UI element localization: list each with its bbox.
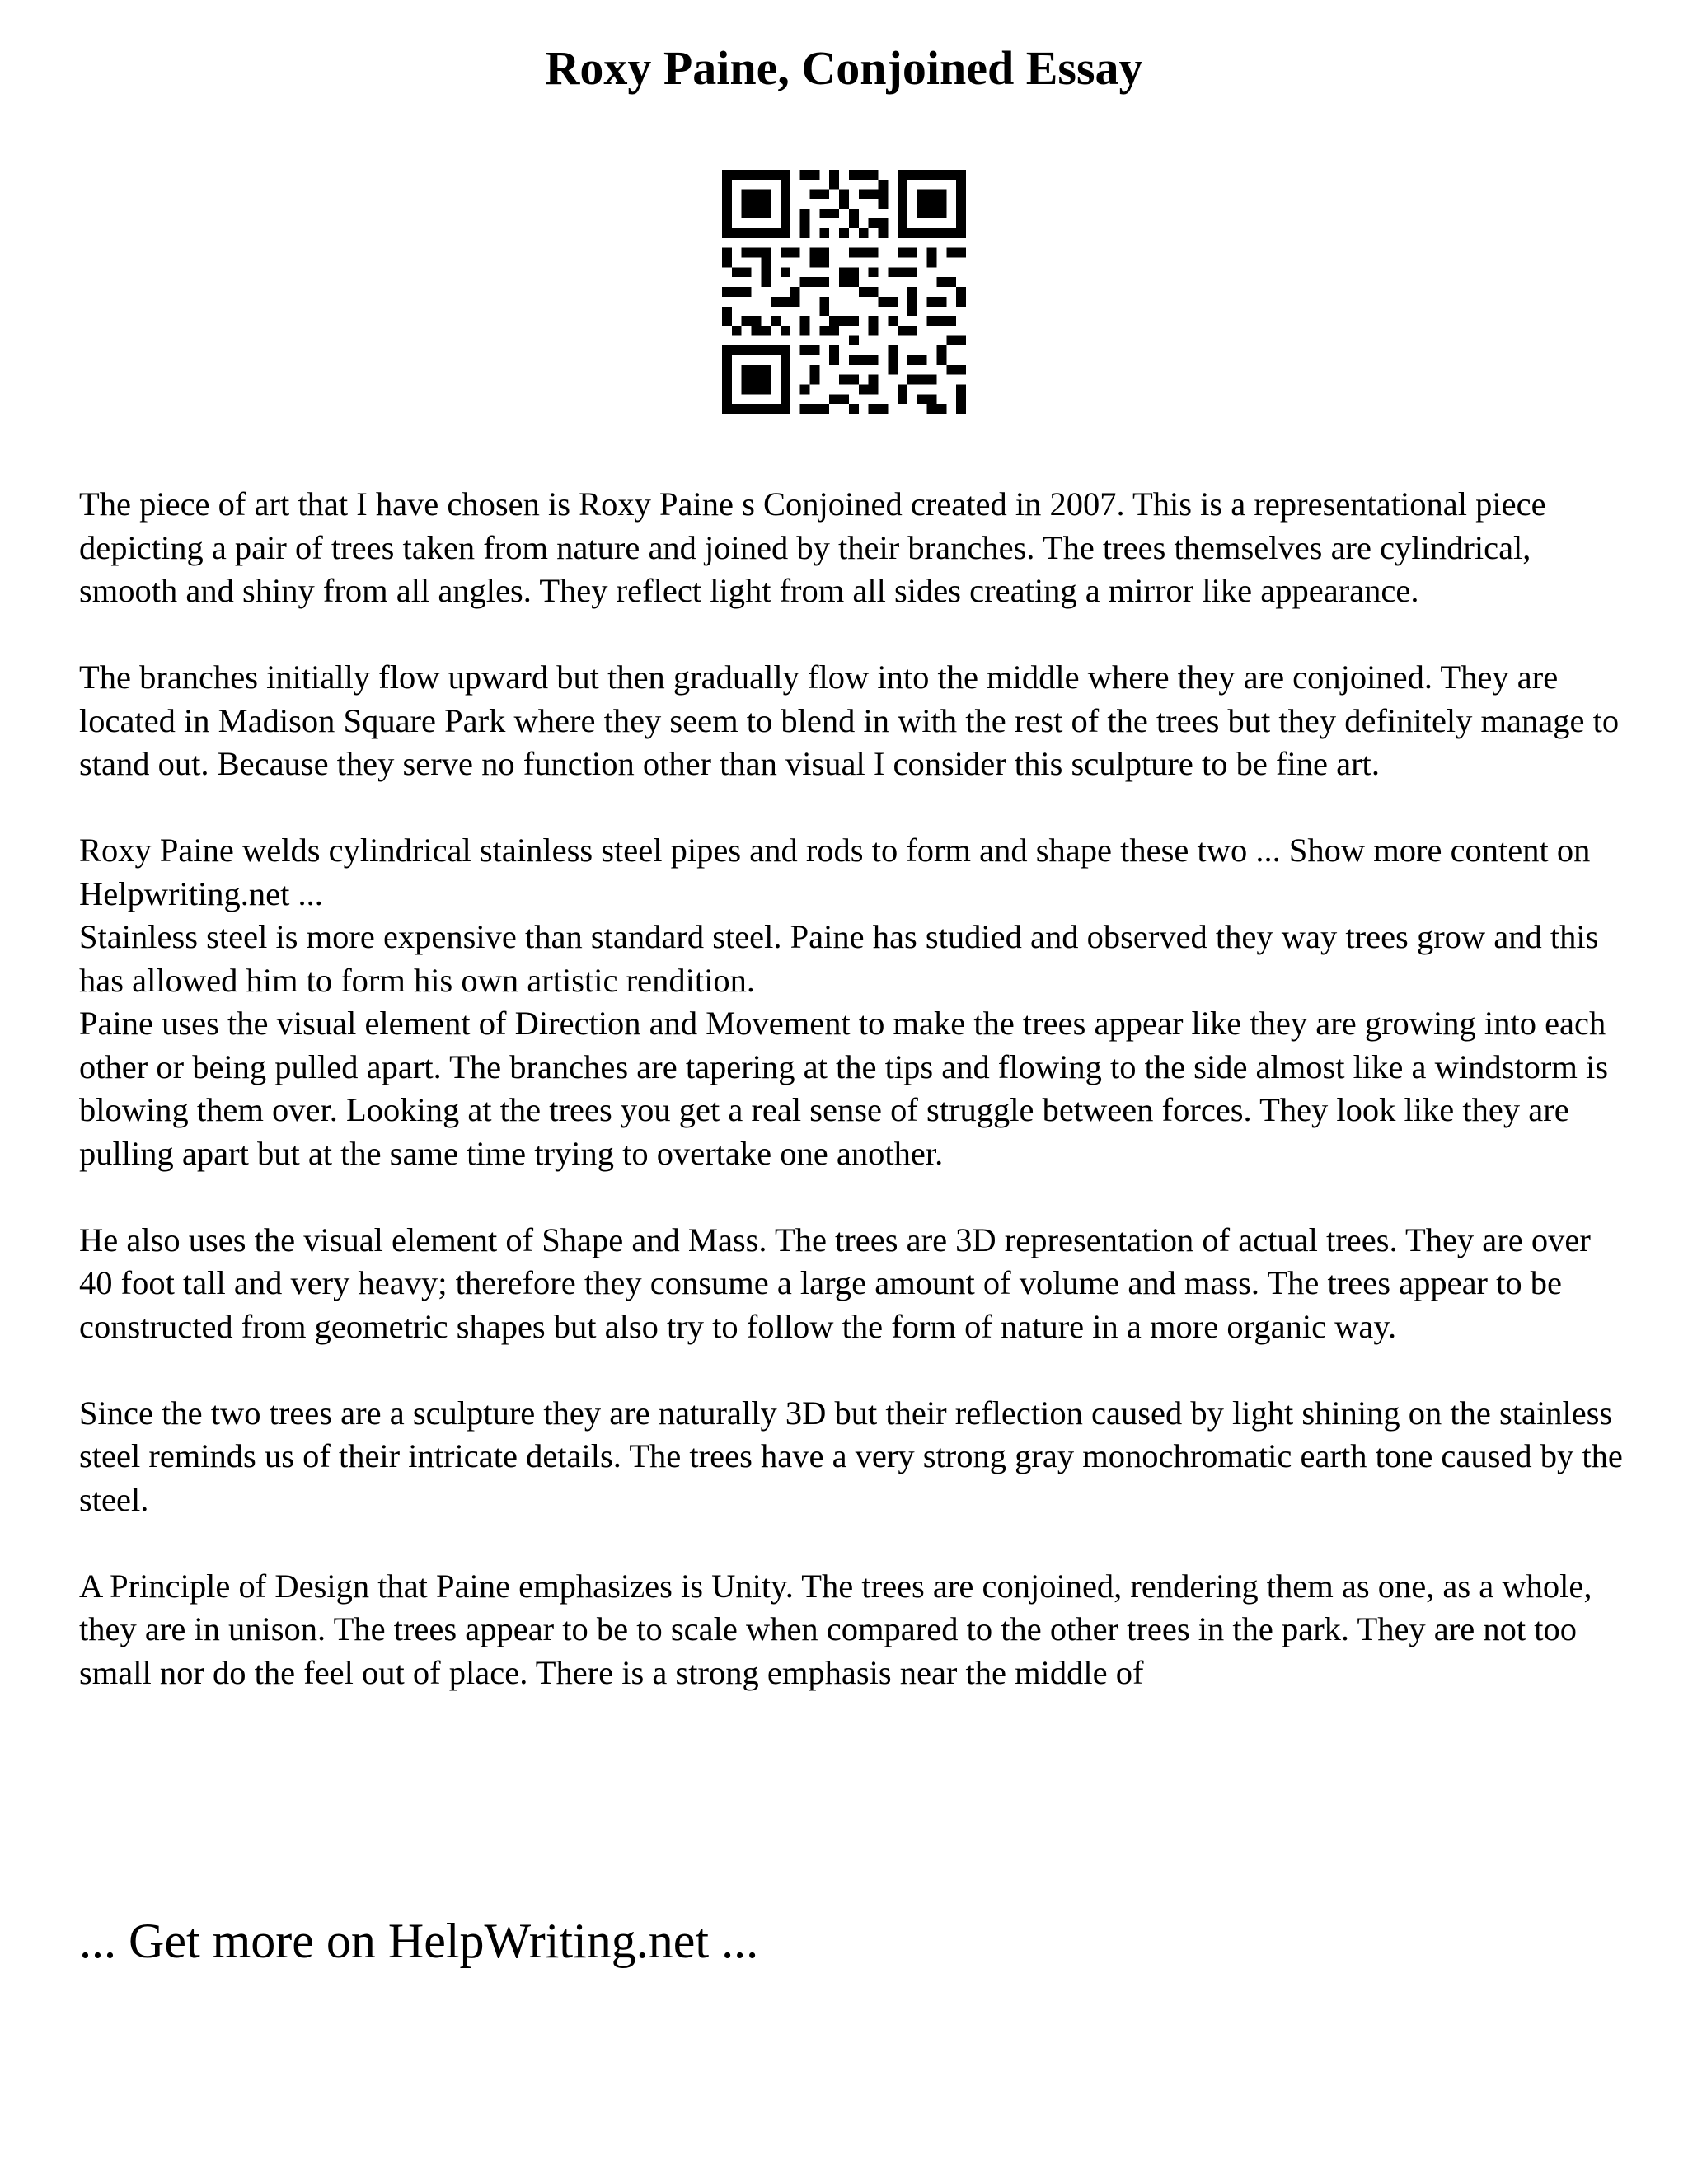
paragraph: Since the two trees are a sculpture they are naturally 3D but their reflection caused by light shining on the stainless steel reminds us of their intricate details. The trees have a very strong gray monochromatic earth tone caused by the steel.	[79, 1394, 1623, 1518]
paragraph: Stainless steel is more expensive than standard steel. Paine has studied and observed they way trees grow and this has allowed him to form his own artistic rendition.	[79, 918, 1599, 999]
essay-body	[79, 483, 1629, 1694]
paragraph: The piece of art that I have chosen is Roxy Paine s Conjoined created in 2007. This is a representational piece depicting a pair of trees taken from nature and joined by their branches. The trees themselves are cylindrical, smooth and shiny from all angles. They reflect light from all sides creating a mirror like appearance.	[79, 485, 1546, 609]
page-title: Roxy Paine, Conjoined Essay	[545, 41, 1143, 95]
paragraph: The branches initially flow upward but then gradually flow into the middle where they are conjoined. They are located in Madison Square Park where they seem to blend in with the rest of the trees but they definitely manage to stand out. Because they serve no function other than visual I consider this sculpture to be fine art.	[79, 658, 1620, 782]
get-more-link[interactable]: ... Get more on HelpWriting.net ...	[79, 1914, 759, 1968]
paragraph: Roxy Paine welds cylindrical stainless steel pipes and rods to form and shape these two ... Show more content on Helpwriting.net ...	[79, 832, 1591, 912]
qr-code-icon	[722, 170, 966, 414]
paragraph: He also uses the visual element of Shape and Mass. The trees are 3D representation of actual trees. They are over 40 foot tall and very heavy; therefore they consume a large amount of volume and mass. The trees appear to be constructed from geometric shapes but also try to follow the form of nature in a more organic way.	[79, 1221, 1591, 1345]
paragraph: Paine uses the visual element of Direction and Movement to make the trees appear like they are growing into each other or being pulled apart. The branches are tapering at the tips and flowing to the side almost like a windstorm is blowing them over. Looking at the trees you get a real sense of struggle between forces. They look like they are pulling apart but at the same time trying to overtake one another.	[79, 1005, 1609, 1172]
paragraph: A Principle of Design that Paine emphasizes is Unity. The trees are conjoined, rendering them as one, as a whole, they are in unison. The trees appear to be to scale when compared to the other trees in the park. They are not too small nor do the feel out of place. There is a strong emphasis near the middle of	[79, 1567, 1592, 1691]
